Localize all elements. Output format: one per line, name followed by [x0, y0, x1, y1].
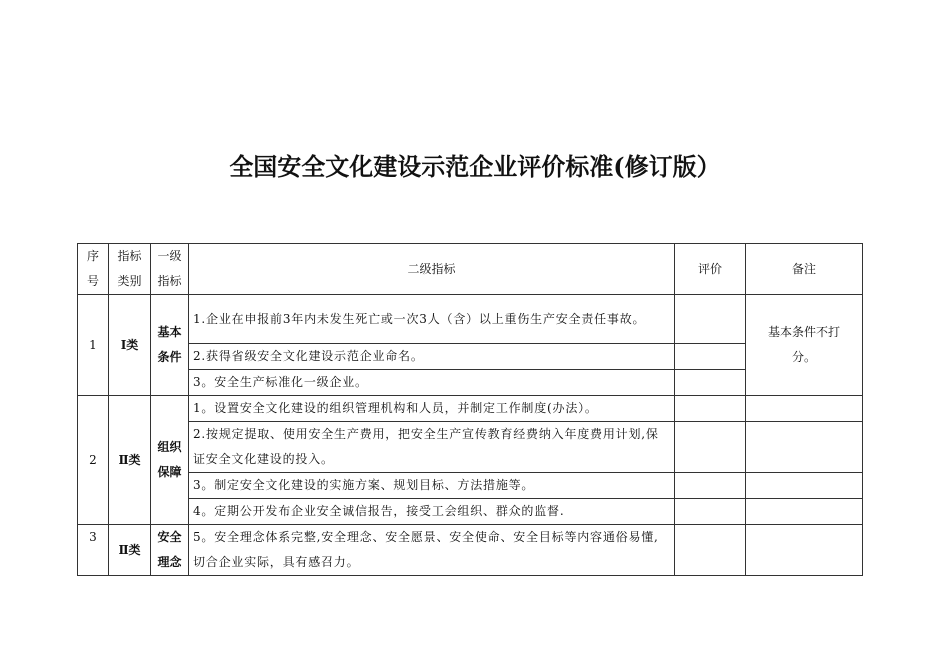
group-level1: 组织保障	[151, 396, 189, 525]
group-level1: 安全理念	[151, 525, 189, 576]
table-row	[78, 422, 863, 473]
header-level1: 一级指标	[151, 244, 189, 295]
group-category: Ⅰ类	[109, 295, 151, 396]
group-category: Ⅱ类	[109, 396, 151, 525]
group-level1: 基本条件	[151, 295, 189, 396]
criterion-text: 1.企业在申报前3年内未发生死亡或一次3人（含）以上重伤生产安全责任事故。	[189, 295, 675, 344]
table-row	[78, 370, 863, 396]
remark-cell	[746, 525, 863, 576]
remark-cell	[746, 396, 863, 422]
group-category: Ⅱ类	[109, 525, 151, 576]
header-level2: 二级指标	[189, 244, 675, 295]
evaluation-cell	[675, 396, 746, 422]
table-row	[78, 344, 863, 370]
group-remark: 基本条件不打分。	[746, 295, 863, 396]
remark-cell	[746, 473, 863, 499]
table-row	[78, 499, 863, 525]
table-row	[78, 525, 863, 576]
criterion-text: 5。安全理念体系完整,安全理念、安全愿景、安全使命、安全目标等内容通俗易懂,切合企业实际，具有感召力。	[189, 525, 675, 576]
group-seq: 1	[78, 295, 109, 396]
criterion-text: 1。设置安全文化建设的组织管理机构和人员，并制定工作制度(办法）。	[189, 396, 675, 422]
table-header-row	[78, 244, 863, 295]
remark-cell	[746, 499, 863, 525]
criterion-text: 2.按规定提取、使用安全生产费用，把安全生产宣传教育经费纳入年度费用计划,保证安全文化建设的投入。	[189, 422, 675, 473]
header-remark: 备注	[746, 244, 863, 295]
criterion-text: 3。制定安全文化建设的实施方案、规划目标、方法措施等。	[189, 473, 675, 499]
group-seq: 2	[78, 396, 109, 525]
evaluation-cell	[675, 499, 746, 525]
header-category: 指标类别	[109, 244, 151, 295]
criterion-text: 2.获得省级安全文化建设示范企业命名。	[189, 344, 675, 370]
evaluation-cell	[675, 344, 746, 370]
header-evaluation: 评价	[675, 244, 746, 295]
evaluation-cell	[675, 422, 746, 473]
table-row	[78, 473, 863, 499]
criteria-table	[77, 243, 863, 576]
group-seq: 3	[78, 525, 109, 576]
criterion-text: 4。定期公开发布企业安全诚信报告，接受工会组织、群众的监督.	[189, 499, 675, 525]
remark-cell	[746, 422, 863, 473]
document-title: 全国安全文化建设示范企业评价标准(修订版）	[229, 152, 721, 181]
evaluation-cell	[675, 370, 746, 396]
criterion-text: 3。安全生产标准化一级企业。	[189, 370, 675, 396]
evaluation-cell	[675, 295, 746, 344]
table-row	[78, 295, 863, 344]
evaluation-cell	[675, 525, 746, 576]
header-seq: 序号	[78, 244, 109, 295]
table-row	[78, 396, 863, 422]
evaluation-cell	[675, 473, 746, 499]
